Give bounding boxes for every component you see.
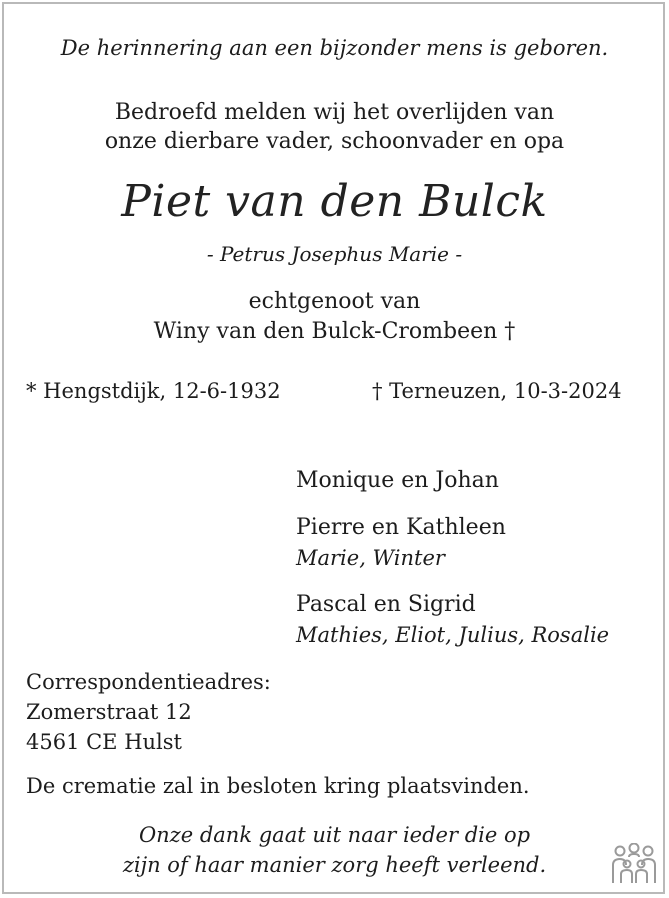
announcement-line-2: onze dierbare vader, schoonvader en opa — [104, 129, 565, 154]
family-couple-1: Monique en Johan — [296, 468, 499, 493]
deceased-full-name: - Petrus Josephus Marie - — [206, 242, 463, 266]
announcement — [0, 98, 669, 156]
address-label: Correspondentieadres: — [26, 670, 271, 694]
spouse-line-1: echtgenoot van — [248, 289, 421, 314]
deceased-name: Piet van den Bulck — [121, 176, 548, 227]
family-couple-2: Pierre en Kathleen — [296, 515, 506, 540]
address-street: Zomerstraat 12 — [26, 700, 192, 724]
thanks-line-2: zijn of haar manier zorg heeft verleend. — [122, 853, 547, 877]
thanks-line-1: Onze dank gaat uit naar ieder die op — [138, 823, 531, 847]
thanks-block — [0, 820, 669, 880]
death-info: † Terneuzen, 10-3-2024 — [372, 379, 622, 403]
spouse-line-2: Winy van den Bulck-Crombeen † — [153, 319, 516, 344]
cremation-note: De crematie zal in besloten kring plaatsvinden. — [26, 774, 530, 798]
family-children-2: Marie, Winter — [296, 546, 445, 570]
birth-info: * Hengstdijk, 12-6-1932 — [26, 379, 281, 403]
family-people-icon — [610, 843, 658, 885]
opening-line: De herinnering aan een bijzonder mens is geboren. — [60, 36, 609, 60]
family-couple-3: Pascal en Sigrid — [296, 592, 476, 617]
address-postal-city: 4561 CE Hulst — [26, 730, 182, 754]
announcement-line-1: Bedroefd melden wij het overlijden van — [114, 100, 555, 125]
spouse-block — [0, 287, 669, 347]
family-children-3: Mathies, Eliot, Julius, Rosalie — [296, 623, 610, 647]
